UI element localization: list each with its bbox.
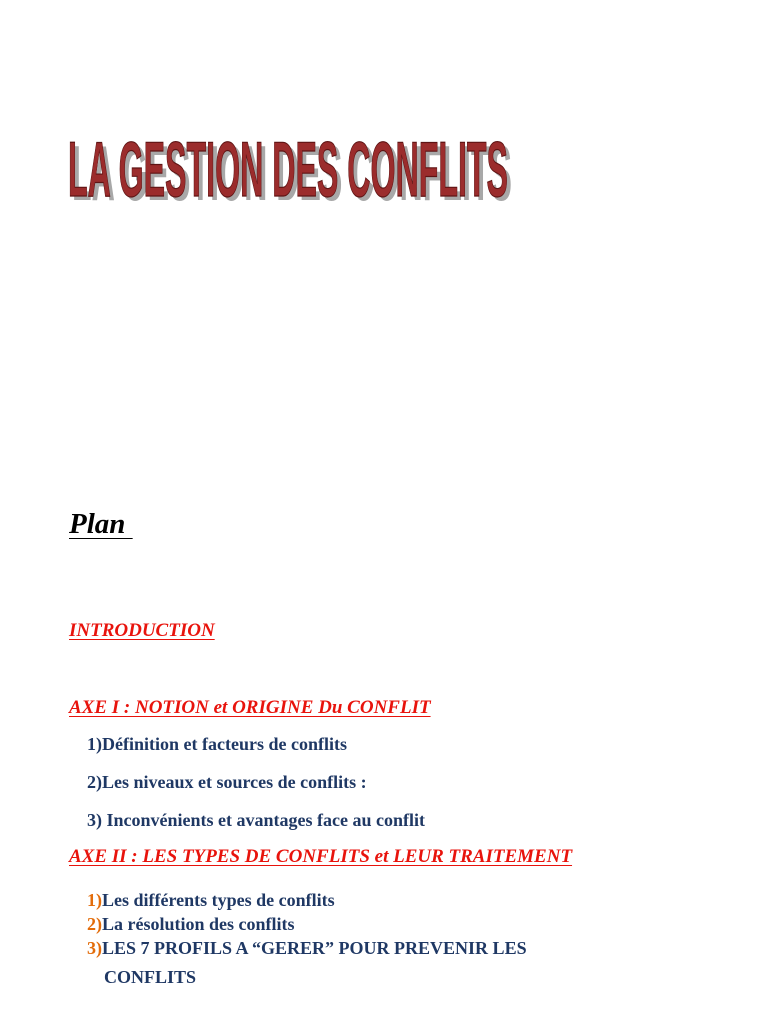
- document-title: [68, 128, 518, 212]
- axe2-item-2: [87, 913, 295, 936]
- axe2-item-3-text: LES 7 PROFILS A “GERER” POUR PREVENIR LES: [102, 938, 527, 958]
- title-shadow: LA GESTION DES CONFLITS: [72, 129, 512, 212]
- axe2-item-2-number: 2): [87, 914, 102, 934]
- axe2-item-1-number: 1): [87, 890, 102, 910]
- title-text: LA GESTION DES CONFLITS: [68, 128, 508, 212]
- axe2-item-1: [87, 889, 335, 912]
- section-axe-2: AXE II : LES TYPES DE CONFLITS et LEUR TRAITEMENT: [69, 846, 573, 867]
- axe1-item-2: 2)Les niveaux et sources de conflits :: [87, 772, 367, 792]
- axe1-item-3: 3) Inconvénients et avantages face au conflit: [87, 810, 425, 830]
- title-wordart: [68, 128, 518, 212]
- plan-heading: Plan: [69, 508, 133, 540]
- section-introduction: INTRODUCTION: [69, 620, 215, 641]
- axe2-item-3-continuation: CONFLITS: [104, 967, 197, 987]
- axe2-item-3-number: 3): [87, 938, 102, 958]
- section-axe-1: AXE I : NOTION et ORIGINE Du CONFLIT: [69, 697, 431, 718]
- axe2-item-2-text: La résolution des conflits: [102, 914, 295, 934]
- axe2-item-1-text: Les différents types de conflits: [102, 890, 335, 910]
- axe2-item-3: [87, 937, 527, 960]
- axe1-item-1: 1)Définition et facteurs de conflits: [87, 734, 347, 754]
